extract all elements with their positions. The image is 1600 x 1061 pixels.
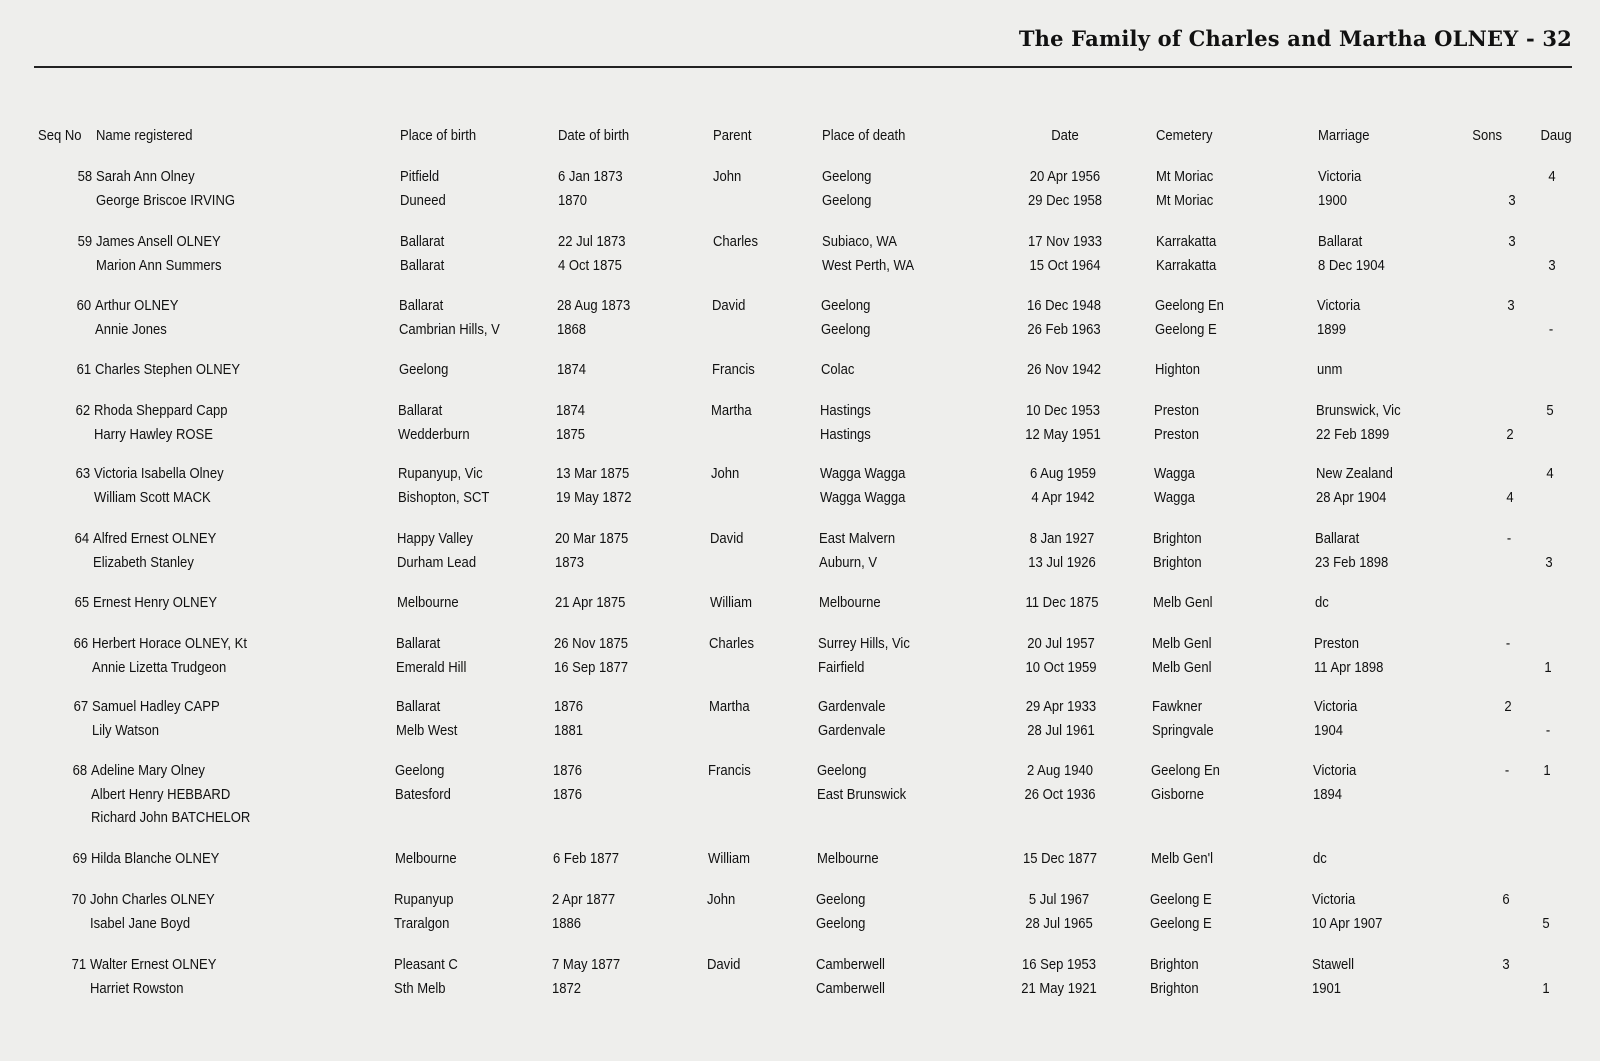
sons-cell: 4 [1506,489,1514,506]
place-of-birth-cell: Ballarat [399,298,444,314]
date-cell: 5 Jul 1967 [1028,892,1090,908]
daug-cell: 3 [1548,257,1556,274]
name-cell: Herbert Horace OLNEY, Kt [92,636,247,652]
marriage-cell: Victoria [1312,892,1356,908]
table-row [0,167,1600,187]
table-row [0,634,1596,654]
cemetery-cell: Karrakatta [1156,234,1217,250]
page-title: The Family of Charles and Martha OLNEY - 32 [1018,26,1572,51]
sons-cell: 6 [1502,892,1510,908]
parent-cell: William [710,595,753,611]
table-row [0,979,1594,999]
date-cell: 13 Jul 1926 [1028,554,1096,571]
place-of-birth-cell: Melbourne [395,851,457,867]
date-cell: 15 Oct 1964 [1029,257,1101,274]
seq-no: 58 [77,169,92,185]
col-sons: Sons [1472,128,1502,144]
parent-cell: Francis [708,763,751,779]
cemetery-cell: Melb Gen'l [1151,851,1213,867]
name-cell: Samuel Hadley CAPP [92,699,220,715]
parent-cell: David [707,957,741,973]
place-of-death-cell: Wagga Wagga [820,466,906,482]
place-of-death-cell: Hastings [820,403,871,419]
daug-cell: 5 [1546,403,1554,419]
name-cell: Lily Watson [92,722,159,739]
cemetery-cell: Melb Genl [1153,595,1213,611]
parent-cell: Martha [709,699,750,715]
daug-cell: - [1545,722,1551,739]
place-of-birth-cell: Melb West [396,722,458,739]
cemetery-cell: Brighton [1150,980,1199,997]
place-of-death-cell: Geelong [821,321,871,338]
table-row [0,658,1596,678]
date-cell: 21 May 1921 [1021,980,1097,997]
marriage-cell: 1904 [1314,722,1344,739]
marriage-cell: 1894 [1313,786,1343,803]
place-of-death-cell: East Malvern [819,531,896,547]
parent-cell: Martha [711,403,752,419]
sons-cell: 2 [1504,699,1512,715]
place-of-birth-cell: Batesford [395,786,451,803]
place-of-birth-cell: Geelong [395,763,445,779]
name-cell: William Scott MACK [94,489,211,506]
place-of-death-cell: Geelong [817,763,867,779]
name-cell: Charles Stephen OLNEY [95,362,241,378]
sons-cell: 3 [1502,957,1510,973]
col-date-of-birth: Date of birth [558,128,630,144]
cemetery-cell: Preston [1154,426,1199,443]
date-cell: 20 Jul 1957 [1027,636,1095,652]
date-of-birth-cell: 1876 [553,763,583,779]
name-cell: George Briscoe IRVING [96,192,236,209]
sons-cell: 2 [1506,426,1514,443]
place-of-death-cell: Auburn, V [819,554,878,571]
date-of-birth-cell: 6 Feb 1877 [553,851,620,867]
place-of-death-cell: Geelong [821,298,871,314]
parent-cell: John [711,466,740,482]
col-name-registered: Name registered [96,128,193,144]
cemetery-cell: Melb Genl [1152,659,1212,676]
date-cell: 15 Dec 1877 [1022,851,1097,867]
table-row [0,232,1600,252]
cemetery-cell: Springvale [1152,722,1214,739]
place-of-death-cell: Melbourne [817,851,879,867]
marriage-cell: Victoria [1318,169,1362,185]
table-row [0,697,1596,717]
col-parent: Parent [713,128,752,144]
date-of-birth-cell: 1868 [557,321,587,338]
cemetery-cell: Highton [1155,362,1200,378]
daug-cell: 1 [1542,980,1550,997]
daug-cell: 1 [1544,659,1552,676]
seq-no: 61 [76,362,91,378]
place-of-birth-cell: Durham Lead [397,554,477,571]
date-of-birth-cell: 1870 [558,192,588,209]
place-of-birth-cell: Rupanyup, Vic [398,466,483,482]
place-of-death-cell: Wagga Wagga [820,489,906,506]
cemetery-cell: Brighton [1153,554,1202,571]
parent-cell: William [708,851,751,867]
parent-cell: John [707,892,736,908]
sons-cell: 3 [1508,234,1516,250]
place-of-birth-cell: Melbourne [397,595,459,611]
marriage-cell: Ballarat [1315,531,1360,547]
date-cell: 8 Jan 1927 [1029,531,1095,547]
place-of-birth-cell: Ballarat [396,699,441,715]
date-of-birth-cell: 6 Jan 1873 [558,169,623,185]
marriage-cell: dc [1313,851,1327,867]
name-cell: Annie Lizetta Trudgeon [92,659,227,676]
seq-no: 71 [71,957,86,973]
name-cell: Rhoda Sheppard Capp [94,403,228,419]
date-of-birth-cell: 16 Sep 1877 [554,659,629,676]
marriage-cell: Victoria [1317,298,1361,314]
place-of-death-cell: Subiaco, WA [822,234,897,250]
name-cell: Sarah Ann Olney [96,169,195,185]
marriage-cell: 28 Apr 1904 [1316,489,1387,506]
table-row [0,721,1596,741]
date-cell: 17 Nov 1933 [1027,234,1102,250]
seq-no: 60 [76,298,91,314]
marriage-cell: 1899 [1317,321,1347,338]
date-cell: 12 May 1951 [1025,426,1101,443]
place-of-death-cell: East Brunswick [817,786,907,803]
place-of-death-cell: West Perth, WA [822,257,915,274]
date-cell: 2 Aug 1940 [1026,763,1094,779]
table-row [0,296,1599,316]
date-cell: 16 Sep 1953 [1021,957,1097,973]
date-cell: 10 Dec 1953 [1025,403,1100,419]
place-of-death-cell: Hastings [820,426,871,443]
marriage-cell: 8 Dec 1904 [1318,257,1385,274]
cemetery-cell: Geelong En [1155,298,1224,314]
place-of-birth-cell: Happy Valley [397,531,473,547]
cemetery-cell: Brighton [1153,531,1202,547]
name-cell: Ernest Henry OLNEY [93,595,218,611]
parent-cell: David [710,531,744,547]
place-of-death-cell: Gardenvale [818,699,886,715]
date-cell: 11 Dec 1875 [1025,595,1099,611]
parent-cell: David [712,298,746,314]
col-place-of-death: Place of death [822,128,906,144]
name-cell: Harriet Rowston [90,980,184,997]
sons-cell: - [1505,636,1511,652]
name-cell: Isabel Jane Boyd [90,915,191,932]
table-row [0,785,1595,805]
place-of-birth-cell: Ballarat [400,257,445,274]
date-of-birth-cell: 1886 [552,915,582,932]
place-of-death-cell: Gardenvale [818,722,886,739]
cemetery-cell: Brighton [1150,957,1199,973]
seq-no: 67 [73,699,88,715]
date-of-birth-cell: 1876 [554,699,584,715]
date-cell: 26 Oct 1936 [1024,786,1096,803]
date-cell: 29 Dec 1958 [1027,192,1102,209]
col-seq-no: Seq No [38,128,82,144]
date-cell: 6 Aug 1959 [1029,466,1097,482]
place-of-birth-cell: Cambrian Hills, V [399,321,500,338]
seq-no: 64 [74,531,89,547]
table-row [0,553,1597,573]
name-cell: Victoria Isabella Olney [94,466,224,482]
marriage-cell: Ballarat [1318,234,1363,250]
marriage-cell: 10 Apr 1907 [1312,915,1383,932]
name-cell: Arthur OLNEY [95,298,179,314]
name-cell: Annie Jones [95,321,167,338]
daug-cell: 4 [1548,169,1556,185]
date-of-birth-cell: 19 May 1872 [556,489,632,506]
date-cell: 26 Nov 1942 [1026,362,1101,378]
place-of-birth-cell: Bishopton, SCT [398,489,490,506]
parent-cell: Charles [709,636,754,652]
name-cell: Adeline Mary Olney [91,763,205,779]
table-row [0,808,1595,828]
name-cell: Walter Ernest OLNEY [90,957,217,973]
table-row [0,593,1597,613]
table-row [0,955,1594,975]
seq-no: 70 [71,892,86,908]
marriage-cell: dc [1315,595,1329,611]
date-of-birth-cell: 1874 [556,403,586,419]
table-row [0,464,1598,484]
place-of-birth-cell: Traralgon [394,915,450,932]
cemetery-cell: Gisborne [1151,786,1204,803]
table-row [0,488,1598,508]
place-of-birth-cell: Sth Melb [394,980,446,997]
daug-cell: - [1548,321,1554,338]
date-of-birth-cell: 2 Apr 1877 [552,892,616,908]
seq-no: 68 [72,763,87,779]
table-row [0,529,1597,549]
place-of-death-cell: Geelong [822,169,872,185]
date-of-birth-cell: 1881 [554,722,584,739]
place-of-birth-cell: Duneed [400,192,446,209]
marriage-cell: 23 Feb 1898 [1315,554,1389,571]
table-row [0,890,1594,910]
seq-no: 65 [74,595,89,611]
place-of-death-cell: Camberwell [816,980,885,997]
marriage-cell: 1901 [1312,980,1342,997]
table-row [0,360,1599,380]
col-daug: Daug [1540,128,1572,144]
place-of-birth-cell: Ballarat [396,636,441,652]
place-of-death-cell: Melbourne [819,595,881,611]
place-of-birth-cell: Pleasant C [394,957,458,973]
place-of-death-cell: Colac [821,362,855,378]
col-date: Date [1051,128,1079,144]
cemetery-cell: Melb Genl [1152,636,1212,652]
place-of-birth-cell: Pitfield [400,169,440,185]
name-cell: Elizabeth Stanley [93,554,194,571]
place-of-death-cell: Fairfield [818,659,865,676]
cemetery-cell: Preston [1154,403,1199,419]
table-row [0,914,1594,934]
date-of-birth-cell: 21 Apr 1875 [555,595,626,611]
date-of-birth-cell: 1872 [552,980,582,997]
table-row [0,401,1598,421]
date-of-birth-cell: 1873 [555,554,585,571]
marriage-cell: 11 Apr 1898 [1314,659,1384,676]
cemetery-cell: Karrakatta [1156,257,1217,274]
cemetery-cell: Geelong En [1151,763,1220,779]
marriage-cell: Victoria [1313,763,1357,779]
date-cell: 16 Dec 1948 [1026,298,1101,314]
place-of-death-cell: Surrey Hills, Vic [818,636,910,652]
name-cell: Alfred Ernest OLNEY [93,531,217,547]
seq-no: 69 [72,851,87,867]
sons-cell: 3 [1508,192,1516,209]
place-of-death-cell: Geelong [816,915,866,932]
name-cell: John Charles OLNEY [90,892,215,908]
cemetery-cell: Mt Moriac [1156,192,1214,209]
table-row [0,320,1599,340]
date-cell: 10 Oct 1959 [1025,659,1097,676]
place-of-death-cell: Geelong [816,892,866,908]
col-place-of-birth: Place of birth [400,128,477,144]
date-of-birth-cell: 20 Mar 1875 [555,531,629,547]
date-of-birth-cell: 28 Aug 1873 [557,298,631,314]
date-cell: 28 Jul 1965 [1025,915,1093,932]
date-cell: 20 Apr 1956 [1029,169,1101,185]
name-cell: Richard John BATCHELOR [91,810,251,826]
cemetery-cell: Wagga [1154,489,1195,506]
cemetery-cell: Fawkner [1152,699,1203,715]
name-cell: Albert Henry HEBBARD [91,786,231,803]
date-of-birth-cell: 1874 [557,362,587,378]
date-of-birth-cell: 1876 [553,786,583,803]
marriage-cell: 22 Feb 1899 [1316,426,1390,443]
col-cemetery: Cemetery [1156,128,1213,144]
marriage-cell: Brunswick, Vic [1316,403,1401,419]
place-of-death-cell: Geelong [822,192,872,209]
daug-cell: 1 [1543,763,1551,779]
seq-no: 62 [75,403,90,419]
marriage-cell: Preston [1314,636,1359,652]
cemetery-cell: Geelong E [1150,915,1212,932]
marriage-cell: 1900 [1318,192,1348,209]
table-row [0,849,1595,869]
date-cell: 28 Jul 1961 [1027,722,1095,739]
table-row [0,256,1600,276]
name-cell: Harry Hawley ROSE [94,426,213,443]
date-of-birth-cell: 22 Jul 1873 [558,234,626,250]
place-of-birth-cell: Wedderburn [398,426,470,443]
name-cell: Marion Ann Summers [96,257,222,274]
place-of-birth-cell: Geelong [399,362,449,378]
place-of-birth-cell: Ballarat [398,403,443,419]
marriage-cell: New Zealand [1316,466,1393,482]
date-of-birth-cell: 4 Oct 1875 [558,257,622,274]
date-of-birth-cell: 26 Nov 1875 [554,636,629,652]
marriage-cell: Stawell [1312,957,1355,973]
col-marriage: Marriage [1318,128,1370,144]
date-of-birth-cell: 13 Mar 1875 [556,466,630,482]
sons-cell: 3 [1507,298,1515,314]
date-of-birth-cell: 1875 [556,426,586,443]
daug-cell: 4 [1546,466,1554,482]
daug-cell: 3 [1545,554,1553,571]
marriage-cell: Victoria [1314,699,1358,715]
sons-cell: - [1506,531,1512,547]
table-row [0,761,1595,781]
date-cell: 4 Apr 1942 [1031,489,1095,506]
place-of-birth-cell: Emerald Hill [396,659,467,676]
seq-no: 66 [73,636,88,652]
marriage-cell: unm [1317,362,1343,378]
seq-no: 59 [77,234,92,250]
seq-no: 63 [75,466,90,482]
place-of-birth-cell: Ballarat [400,234,445,250]
cemetery-cell: Wagga [1154,466,1195,482]
parent-cell: John [713,169,742,185]
name-cell: Hilda Blanche OLNEY [91,851,220,867]
name-cell: James Ansell OLNEY [96,234,221,250]
parent-cell: Francis [712,362,755,378]
table-row [0,191,1600,211]
cemetery-cell: Mt Moriac [1156,169,1214,185]
date-of-birth-cell: 7 May 1877 [552,957,621,973]
place-of-birth-cell: Rupanyup [394,892,454,908]
date-cell: 29 Apr 1933 [1025,699,1097,715]
date-cell: 26 Feb 1963 [1027,321,1101,338]
place-of-death-cell: Camberwell [816,957,885,973]
daug-cell: 5 [1542,915,1550,932]
cemetery-cell: Geelong E [1155,321,1217,338]
table-row [0,425,1598,445]
sons-cell: - [1504,763,1510,779]
parent-cell: Charles [713,234,758,250]
cemetery-cell: Geelong E [1150,892,1212,908]
